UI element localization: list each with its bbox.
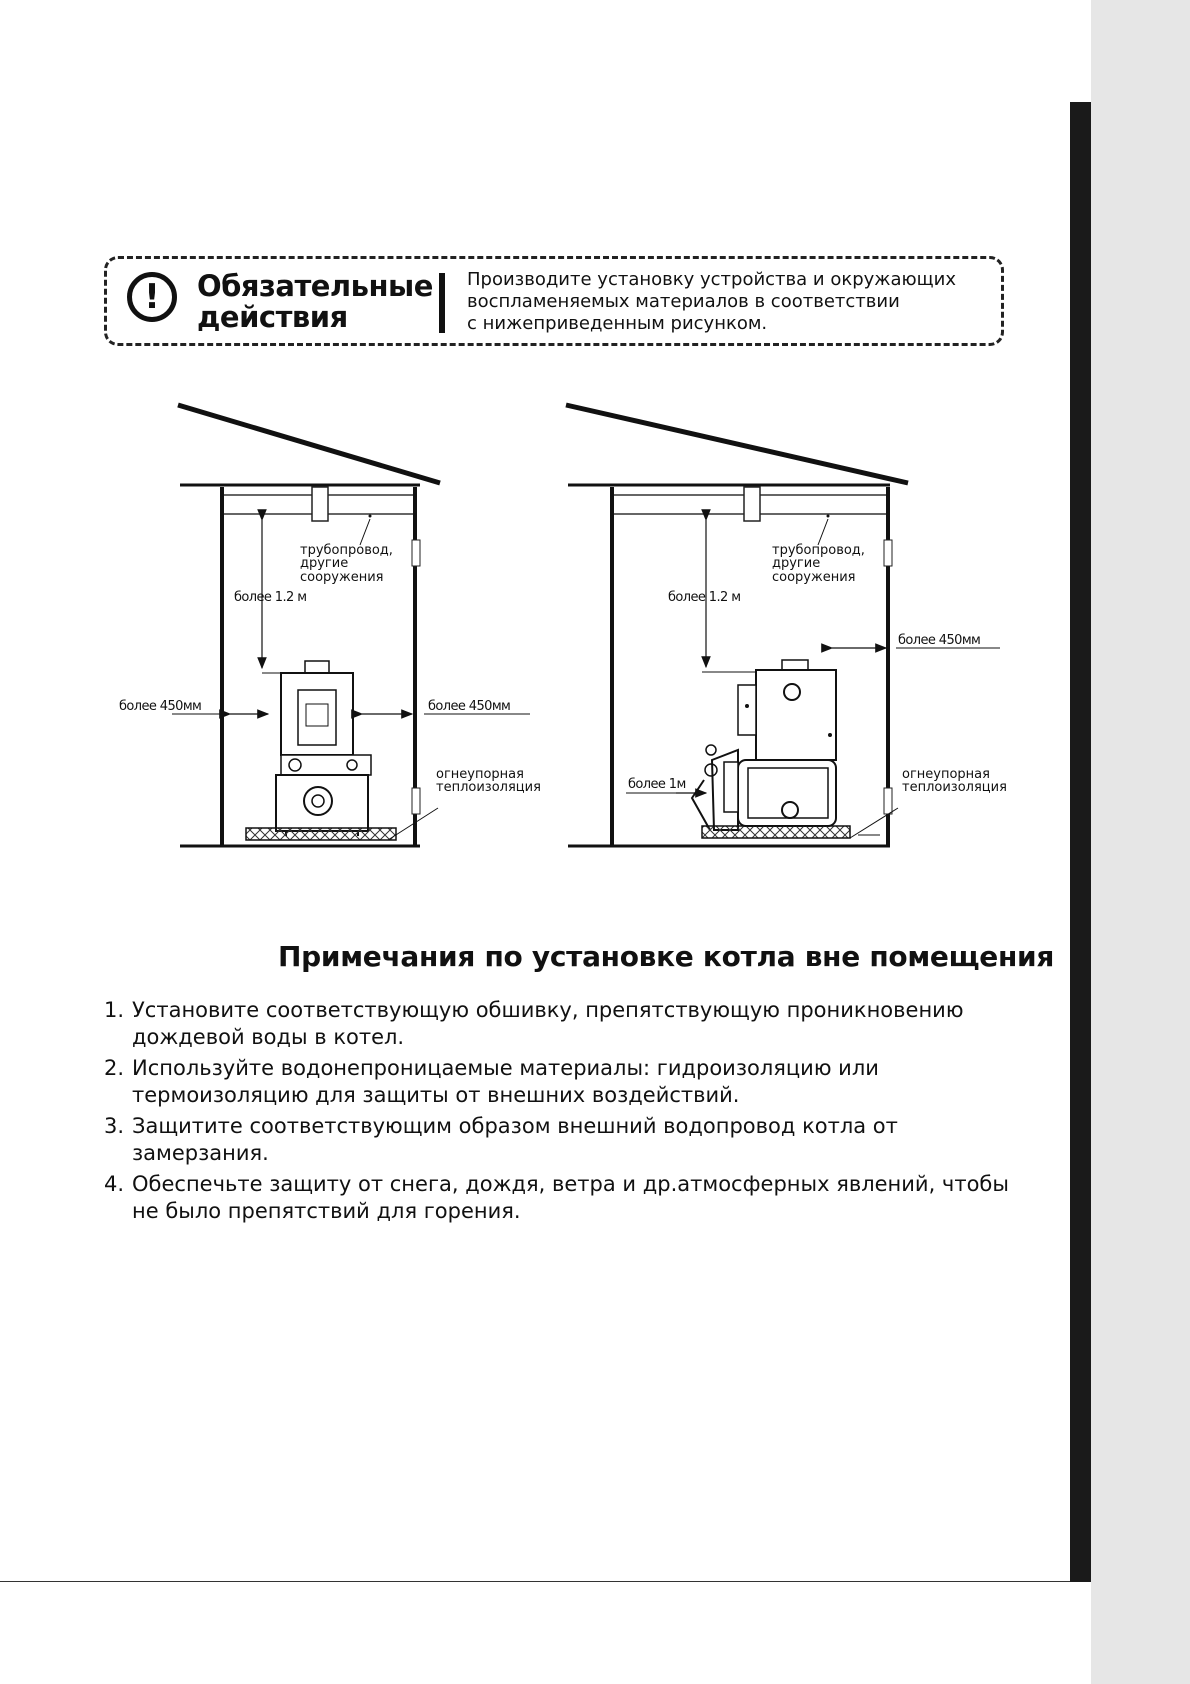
footer-rule: [0, 1581, 1070, 1582]
page-edge-bar: [1070, 102, 1091, 1582]
note-text-line: дождевой воды в котел.: [132, 1025, 405, 1049]
boiler-side-view: [692, 660, 836, 830]
note-item: [104, 1055, 1054, 1109]
notice-title: [197, 269, 433, 334]
pipe-label: трубопровод,: [772, 543, 865, 558]
front-view-diagram: [119, 405, 541, 846]
note-text-line: Используйте водонепроницаемые материалы: гидроизоляцию или: [132, 1056, 879, 1080]
notice-divider: [439, 273, 445, 333]
pipe-label: другие: [772, 556, 821, 571]
note-item: [104, 997, 1054, 1051]
note-text-line: термоизоляцию для защиты от внешних воздействий.: [132, 1083, 740, 1107]
note-number: 4.: [104, 1172, 125, 1196]
note-text-line: Установите соответствующую обшивку, препятствующую проникновению: [132, 998, 964, 1022]
notes-list: [104, 997, 1054, 1229]
notes-title: Примечания по установке котла вне помещения: [278, 940, 1054, 973]
note-item: [104, 1171, 1054, 1225]
exclamation-circle-icon: !: [127, 272, 177, 322]
pipe-label: сооружения: [772, 570, 856, 585]
insulation-label: огнеупорная: [902, 767, 990, 782]
clearance-right-label: более 450мм: [428, 699, 511, 714]
notice-title-line: Обязательные: [197, 269, 433, 303]
insulation-label: теплоизоляция: [436, 780, 541, 795]
notice-text-line: Производите установку устройства и окружающих: [467, 269, 956, 290]
pipe-label: трубопровод,: [300, 543, 393, 558]
page-side-panel: [1091, 0, 1190, 1684]
notice-text-line: воспламеняемых материалов в соответствии: [467, 291, 900, 312]
note-number: 1.: [104, 998, 125, 1022]
clearance-left-label: более 450мм: [119, 699, 202, 714]
pipe-label: сооружения: [300, 570, 384, 585]
boiler-front-view: [276, 661, 371, 836]
mandatory-actions-notice: [104, 256, 1004, 346]
notice-text: [467, 269, 997, 335]
installation-clearance-diagram: [0, 390, 1070, 870]
notice-text-line: с нижеприведенным рисунком.: [467, 313, 768, 334]
note-number: 2.: [104, 1056, 125, 1080]
note-text-line: Обеспечьте защиту от снега, дождя, ветра и др.атмосферных явлений, чтобы: [132, 1172, 1009, 1196]
clearance-top-label: более 1.2 м: [234, 590, 307, 605]
clearance-front-label: более 1м: [628, 777, 686, 792]
insulation-label: огнеупорная: [436, 767, 524, 782]
note-text-line: Защитите соответствующим образом внешний водопровод котла от: [132, 1114, 898, 1138]
note-item: [104, 1113, 1054, 1167]
note-text-line: замерзания.: [132, 1141, 269, 1165]
insulation-label: теплоизоляция: [902, 780, 1007, 795]
note-text-line: не было препятствий для горения.: [132, 1199, 521, 1223]
clearance-top-label: более 1.2 м: [668, 590, 741, 605]
pipe-label: другие: [300, 556, 349, 571]
clearance-right-label: более 450мм: [898, 633, 981, 648]
note-number: 3.: [104, 1114, 125, 1138]
side-view-diagram: [566, 405, 1007, 846]
notice-title-line: действия: [197, 300, 348, 334]
